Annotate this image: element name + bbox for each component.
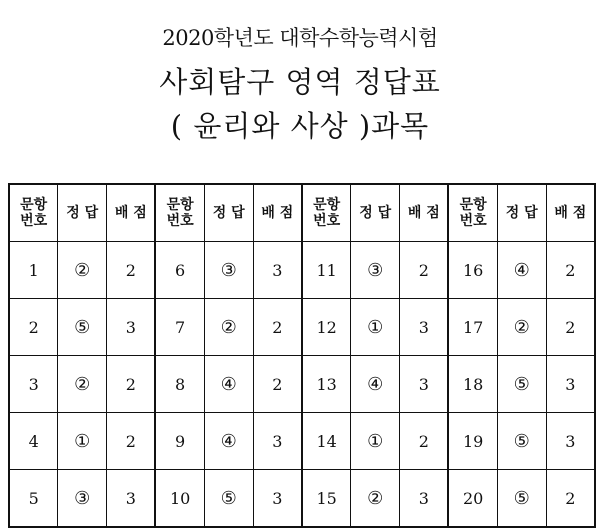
points-cell: 3 bbox=[107, 299, 156, 356]
table-row bbox=[9, 242, 595, 299]
question-number-cell: 5 bbox=[9, 470, 58, 528]
question-number-cell: 14 bbox=[302, 413, 351, 470]
question-number-header: 문항 번호 bbox=[155, 184, 204, 242]
question-number-header: 문항 번호 bbox=[448, 184, 497, 242]
question-number-header: 문항 번호 bbox=[302, 184, 351, 242]
answer-cell: ① bbox=[351, 299, 400, 356]
answer-header: 정 답 bbox=[58, 184, 107, 242]
question-number-cell: 7 bbox=[155, 299, 204, 356]
points-cell: 2 bbox=[107, 356, 156, 413]
answer-cell: ④ bbox=[204, 356, 253, 413]
answer-cell: ③ bbox=[351, 242, 400, 299]
answer-key-table bbox=[8, 183, 596, 528]
question-number-header: 문항 번호 bbox=[9, 184, 58, 242]
points-header: 배 점 bbox=[253, 184, 302, 242]
answer-cell: ⑤ bbox=[58, 299, 107, 356]
answer-cell: ② bbox=[204, 299, 253, 356]
answer-cell: ⑤ bbox=[497, 413, 546, 470]
points-cell: 2 bbox=[253, 356, 302, 413]
points-cell: 3 bbox=[253, 242, 302, 299]
answer-header: 정 답 bbox=[351, 184, 400, 242]
question-number-cell: 2 bbox=[9, 299, 58, 356]
points-cell: 2 bbox=[546, 242, 595, 299]
points-cell: 3 bbox=[400, 356, 449, 413]
answer-cell: ③ bbox=[58, 470, 107, 528]
table-header-row bbox=[9, 184, 595, 242]
answer-cell: ⑤ bbox=[497, 470, 546, 528]
points-header: 배 점 bbox=[546, 184, 595, 242]
answer-cell: ② bbox=[351, 470, 400, 528]
points-cell: 3 bbox=[400, 470, 449, 528]
answer-cell: ② bbox=[58, 356, 107, 413]
answer-cell: ③ bbox=[204, 242, 253, 299]
answer-cell: ④ bbox=[204, 413, 253, 470]
answer-cell: ① bbox=[351, 413, 400, 470]
answer-cell: ⑤ bbox=[204, 470, 253, 528]
points-cell: 2 bbox=[546, 470, 595, 528]
table-row bbox=[9, 413, 595, 470]
table-row bbox=[9, 356, 595, 413]
question-number-cell: 19 bbox=[448, 413, 497, 470]
points-header: 배 점 bbox=[107, 184, 156, 242]
question-number-cell: 4 bbox=[9, 413, 58, 470]
points-cell: 3 bbox=[253, 470, 302, 528]
question-number-cell: 15 bbox=[302, 470, 351, 528]
points-cell: 2 bbox=[253, 299, 302, 356]
answer-cell: ④ bbox=[497, 242, 546, 299]
answer-cell: ① bbox=[58, 413, 107, 470]
answer-cell: ② bbox=[497, 299, 546, 356]
question-number-cell: 17 bbox=[448, 299, 497, 356]
question-number-cell: 20 bbox=[448, 470, 497, 528]
answer-cell: ⑤ bbox=[497, 356, 546, 413]
points-cell: 3 bbox=[546, 356, 595, 413]
points-cell: 2 bbox=[546, 299, 595, 356]
answer-cell: ④ bbox=[351, 356, 400, 413]
question-number-cell: 6 bbox=[155, 242, 204, 299]
question-number-cell: 1 bbox=[9, 242, 58, 299]
question-number-cell: 12 bbox=[302, 299, 351, 356]
answer-header: 정 답 bbox=[204, 184, 253, 242]
points-cell: 2 bbox=[400, 242, 449, 299]
question-number-cell: 18 bbox=[448, 356, 497, 413]
points-cell: 2 bbox=[107, 242, 156, 299]
question-number-cell: 9 bbox=[155, 413, 204, 470]
subject-title: ( 윤리와 사상 )과목 bbox=[170, 109, 430, 143]
table-body bbox=[9, 242, 595, 528]
question-number-cell: 3 bbox=[9, 356, 58, 413]
page-title: 사회탐구 영역 정답표 bbox=[159, 65, 441, 99]
question-number-cell: 13 bbox=[302, 356, 351, 413]
table-row bbox=[9, 470, 595, 528]
answer-header: 정 답 bbox=[497, 184, 546, 242]
points-cell: 3 bbox=[546, 413, 595, 470]
points-cell: 2 bbox=[400, 413, 449, 470]
question-number-cell: 16 bbox=[448, 242, 497, 299]
table-row bbox=[9, 299, 595, 356]
question-number-cell: 10 bbox=[155, 470, 204, 528]
answer-cell: ② bbox=[58, 242, 107, 299]
points-header: 배 점 bbox=[400, 184, 449, 242]
question-number-cell: 11 bbox=[302, 242, 351, 299]
points-cell: 3 bbox=[107, 470, 156, 528]
points-cell: 3 bbox=[253, 413, 302, 470]
question-number-cell: 8 bbox=[155, 356, 204, 413]
exam-title: 2020학년도 대학수학능력시험 bbox=[162, 26, 438, 50]
points-cell: 3 bbox=[400, 299, 449, 356]
points-cell: 2 bbox=[107, 413, 156, 470]
